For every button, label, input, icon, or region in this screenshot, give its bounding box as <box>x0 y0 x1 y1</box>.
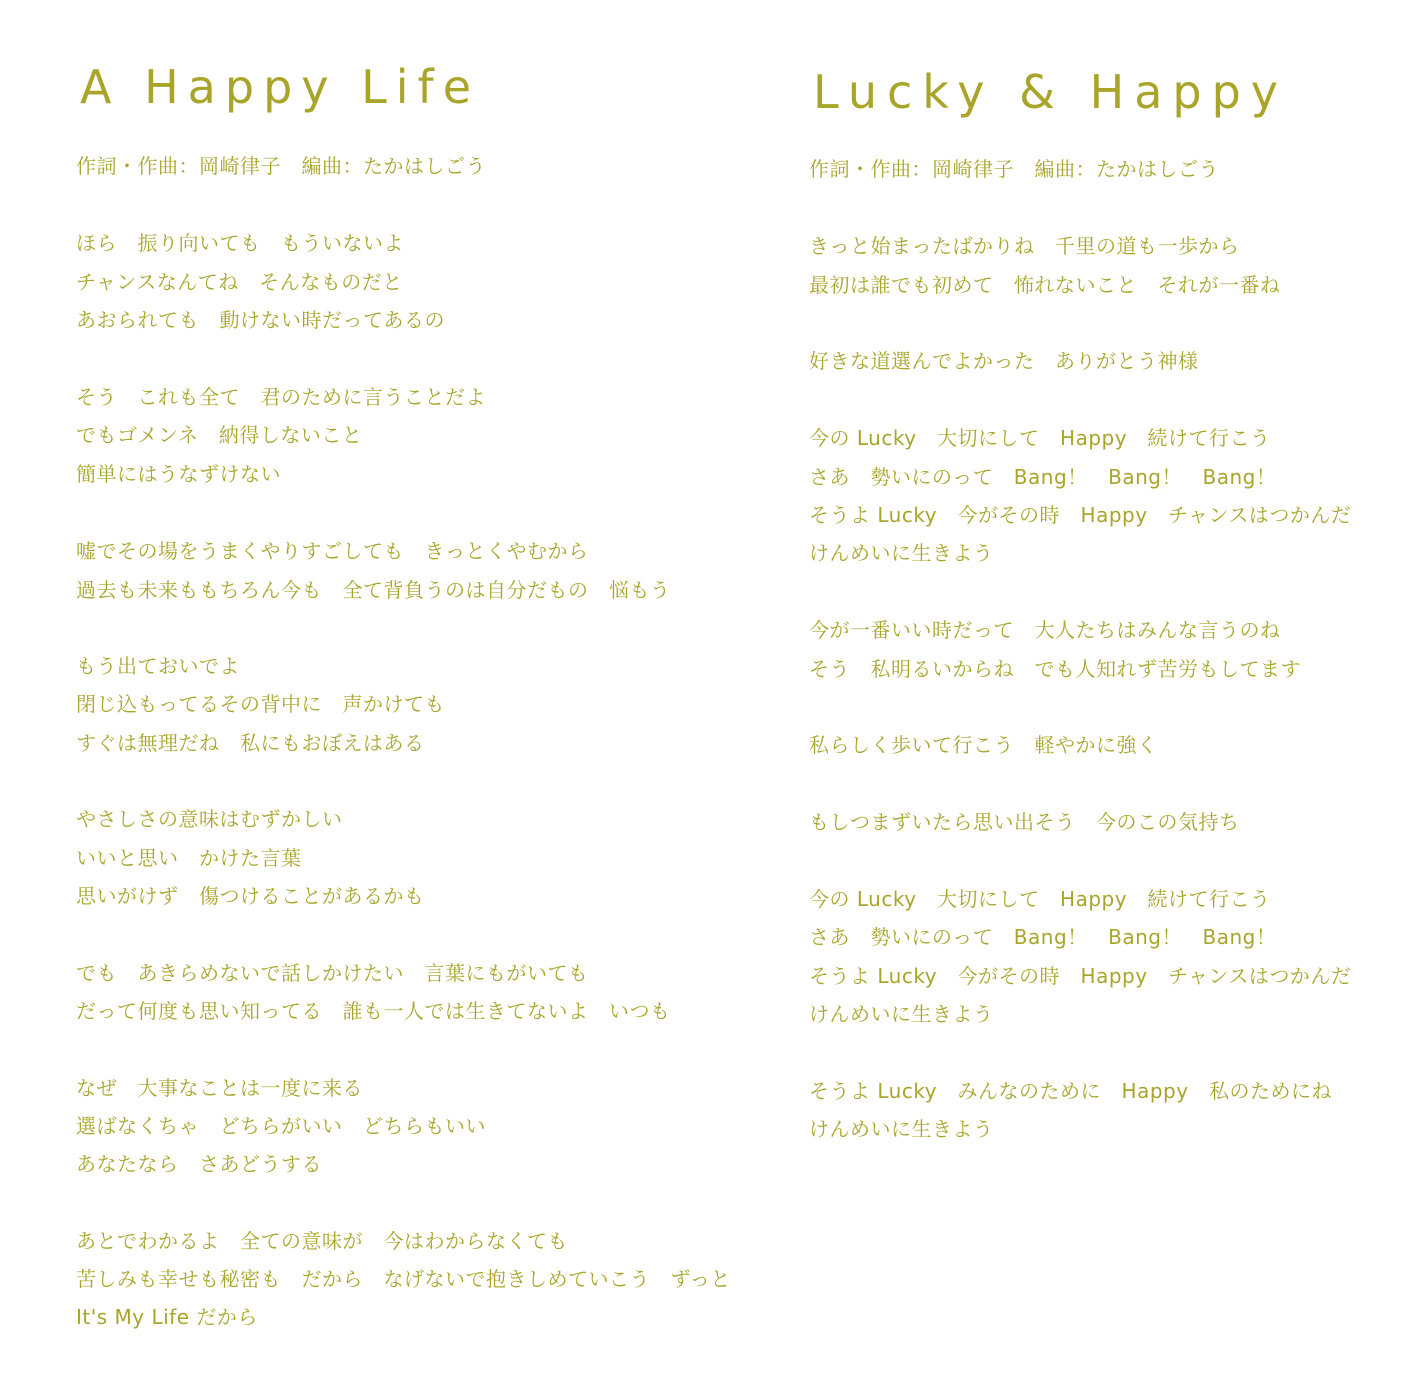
lyric-line: 好きな道選んでよかった ありがとう神様 <box>809 349 1199 373</box>
lyric-line: 私らしく歩いて行こう 軽やかに強く <box>809 733 1158 757</box>
lyric-line: さあ 勢いにのって Bang！ Bang！ Bang！ <box>809 925 1277 949</box>
lyric-line: 今の Lucky 大切にして Happy 続けて行こう <box>809 887 1271 911</box>
lyric-line: そうよ Lucky 今がその時 Happy チャンスはつかんだ <box>809 964 1352 988</box>
lyric-line: あおられても 動けない時だってあるの <box>76 308 445 332</box>
song-credits: 作詞・作曲：岡崎律子 編曲：たかはしごう <box>809 157 1219 181</box>
lyric-line: そうよ Lucky みんなのために Happy 私のためにね <box>809 1079 1333 1103</box>
lyric-line: 簡単にはうなずけない <box>76 462 281 486</box>
lyric-line: でも あきらめないで話しかけたい 言葉にもがいても <box>76 961 589 985</box>
lyric-line: あなたなら さあどうする <box>76 1152 322 1176</box>
lyric-line: けんめいに生きよう <box>809 1002 994 1026</box>
lyric-line: だって何度も思い知ってる 誰も一人では生きてないよ いつも <box>76 999 671 1023</box>
lyric-line: ほら 振り向いても もういないよ <box>76 231 404 255</box>
lyric-line: やさしさの意味はむずかしい <box>76 807 343 831</box>
lyric-line: 最初は誰でも初めて 怖れないこと それが一番ね <box>809 273 1281 297</box>
lyric-line: チャンスなんてね そんなものだと <box>76 270 403 294</box>
lyric-line: 選ばなくちゃ どちらがいい どちらもいい <box>76 1114 486 1138</box>
lyric-line: いいと思い かけた言葉 <box>76 846 302 870</box>
song-title: Lucky & Happy <box>813 65 1288 119</box>
lyric-line: It's My Life だから <box>76 1305 258 1329</box>
lyric-line: もしつまずいたら思い出そう 今のこの気持ち <box>809 810 1240 834</box>
song-credits: 作詞・作曲：岡崎律子 編曲：たかはしごう <box>76 154 486 178</box>
song-title: A Happy Life <box>80 60 481 114</box>
lyric-line: 思いがけず 傷つけることがあるかも <box>76 884 425 908</box>
lyric-line: 苦しみも幸せも秘密も だから なげないで抱きしめていこう ずっと <box>76 1267 731 1291</box>
lyric-line: そうよ Lucky 今がその時 Happy チャンスはつかんだ <box>809 503 1352 527</box>
lyric-line: 今が一番いい時だって 大人たちはみんな言うのね <box>809 618 1281 642</box>
lyric-line: すぐは無理だね 私にもおぼえはある <box>76 731 425 755</box>
lyric-line: 嘘でその場をうまくやりすごしても きっとくやむから <box>76 539 589 563</box>
lyric-line: 閉じ込もってるその背中に 声かけても <box>76 692 445 716</box>
lyric-line: なぜ 大事なことは一度に来る <box>76 1076 363 1100</box>
lyric-line: けんめいに生きよう <box>809 541 994 565</box>
lyric-line: あとでわかるよ 全ての意味が 今はわからなくても <box>76 1229 568 1253</box>
lyric-line: でもゴメンネ 納得しないこと <box>76 423 363 447</box>
lyric-line: けんめいに生きよう <box>809 1117 994 1141</box>
lyric-line: 過去も未来ももちろん今も 全て背負うのは自分だもの 悩もう <box>76 578 671 602</box>
lyric-line: そう これも全て 君のために言うことだよ <box>76 385 486 409</box>
lyric-line: 今の Lucky 大切にして Happy 続けて行こう <box>809 426 1271 450</box>
lyric-line: そう 私明るいからね でも人知れず苦労もしてます <box>809 657 1301 681</box>
lyric-line: きっと始まったばかりね 千里の道も一歩から <box>809 234 1240 258</box>
lyric-line: さあ 勢いにのって Bang！ Bang！ Bang！ <box>809 465 1277 489</box>
lyric-line: もう出ておいでよ <box>76 654 240 678</box>
